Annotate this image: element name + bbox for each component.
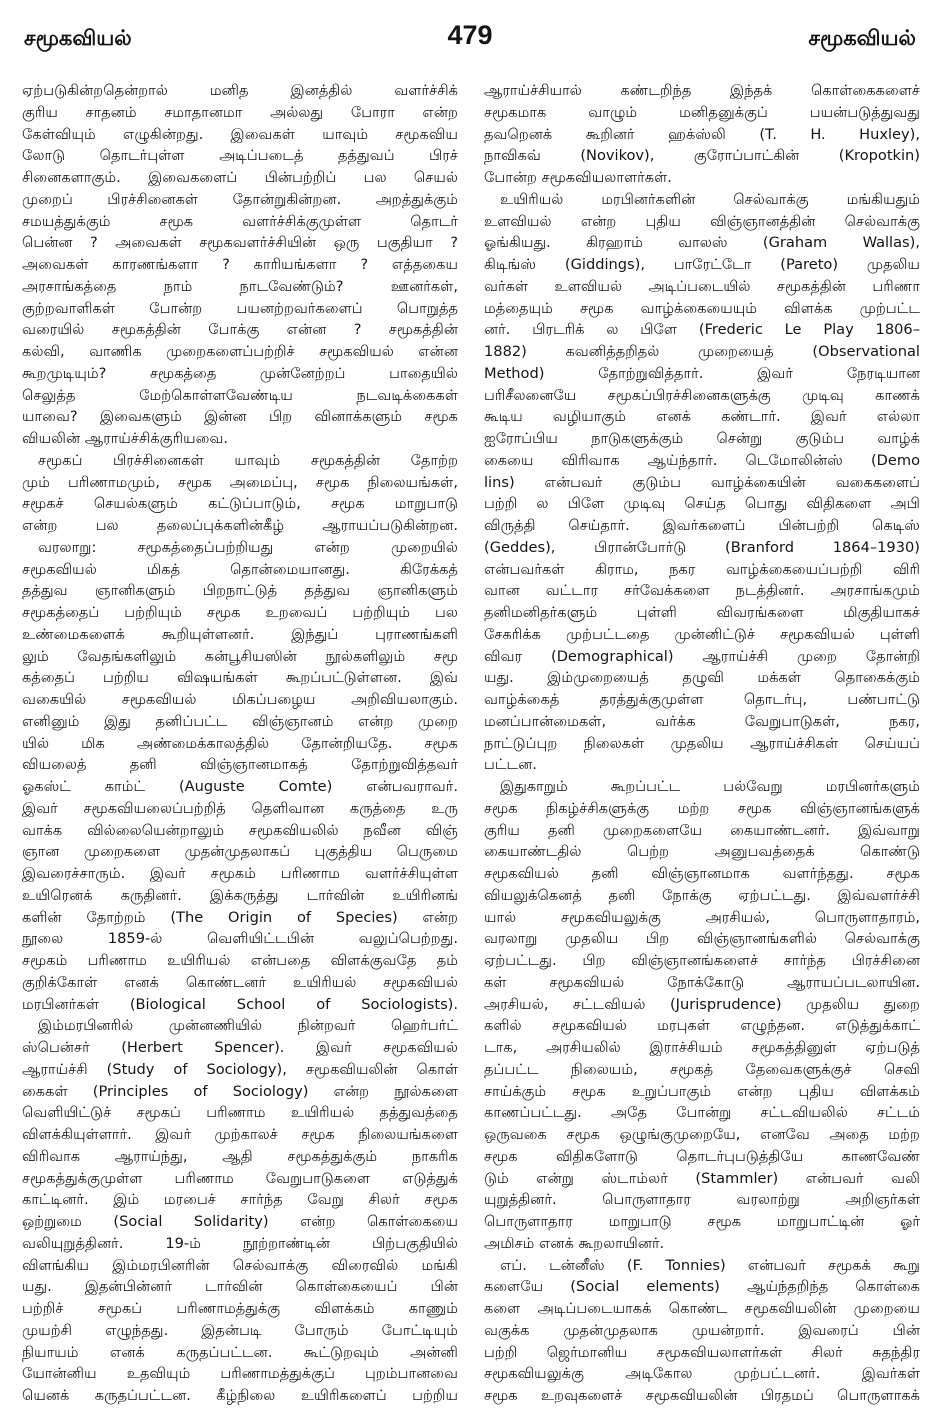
text-line: பற்றிச் சமூகப் பரிணாமத்துக்கு விளக்கம் காணும் — [22, 1300, 458, 1317]
text-line: டாக, அரசியலில் இராச்சியம் சமூகத்தினுள் ஏற்படுத் — [484, 1039, 920, 1056]
text-line: பற்றி ஜெர்மானிய சமூகவியலாளர்கள் சிலர் சுதந்திர — [484, 1343, 920, 1361]
text-line: காட்டினர். இம் மரபைச் சார்ந்த வேறு சிலர் சமூக — [22, 1191, 458, 1209]
text-line: யோன்னிய உதவியும் பரிணாமத்துக்குப் புறம்பானவை — [22, 1365, 458, 1383]
text-line: சமூக உறவுகளைச் சமூகவியலின் பிரதமப் பொருளாகக் — [484, 1387, 920, 1404]
text-line: இவரைச்சாரும். இவர் சமூகம் பரிணாம வளர்ச்சியுள்ள — [22, 865, 458, 882]
text-line: கிடிங்ஸ் (Giddings), பாரேட்டோ (Pareto) முதலிய — [484, 256, 920, 273]
text-line: களில் சமூகவியல் மரபுகள் எழுந்தன. எடுத்துக்காட் — [484, 1017, 920, 1035]
running-header-left: சமூகவியல் — [24, 26, 132, 50]
text-line: வரலாறு முதலிய பிற விஞ்ஞானங்களில் செல்வாக்கு — [484, 930, 920, 948]
text-line: மும் பரிணாமமும், சமூக அமைப்பு, சமூக நிலையங்கள், — [22, 473, 458, 491]
text-line: யது. இம்முறையைத் தழுவி மக்கள் தொகைக்கும் — [484, 669, 920, 687]
text-line: உளவியல் என்ற புதிய விஞ்ஞானத்தின் செல்வாக்கு — [484, 212, 920, 230]
text-line: குற்றவாளிகள் போன்ற பயனற்றவர்களைப் பொறுத்த — [22, 299, 458, 317]
text-line: குறிக்கோள் எனக் கொண்டனர் உயிரியல் சமூகவியல் — [22, 973, 458, 991]
text-line: சமூகமாக வாழும் மனிதனுக்குப் பயன்படுத்துவது — [484, 103, 920, 121]
text-line: குரிய தனி முறைகளையே கையாண்டனர். இவ்வாறு — [484, 821, 920, 839]
text-line: நூலை 1859-ல் வெளியிட்டபின் வலுப்பெற்றது. — [22, 930, 458, 948]
text-line: வியலின் ஆராய்ச்சிக்குரியவை. — [22, 430, 229, 447]
text-line: கையாண்டதில் பெற்ற அனுபவத்தைக் கொண்டு — [484, 843, 920, 861]
text-line: கையை விரிவாக ஆய்ந்தார். டெமோலின்ஸ் (Demo — [484, 451, 920, 469]
text-line: என்ற பல தலைப்புக்களின்கீழ் ஆராயப்படுகின்றன. — [22, 517, 458, 534]
text-line: விவர (Demographical) ஆராய்ச்சி முறை தோன்றி — [484, 647, 920, 665]
text-line: வரையில் சமூகத்தின் போக்கு என்ன ? சமூகத்தின் — [22, 321, 458, 339]
text-line: போன்ற சமூகவியலாளர்கள். — [484, 169, 672, 186]
text-line: ஐரோப்பிய நாடுகளுக்கும் சென்று குடும்ப வாழ்க் — [484, 430, 920, 447]
text-line: யெனக் கருதப்பட்டன. கீழ்நிலை உயிரிகளைப் பற்றிய — [22, 1387, 458, 1404]
text-line: தவறெனக் கூறினர் ஹக்ஸ்லி (T. H. Huxley), — [484, 125, 920, 143]
text-line: செலுத்த மேற்கொள்ளவேண்டிய நடவடிக்கைகள் — [22, 386, 458, 404]
text-line: ஒற்றுமை (Social Solidarity) என்ற கொள்கையை — [22, 1213, 458, 1230]
text-line: யாவை? இவைகளும் இன்ன பிற வினாக்களும் சமூக — [22, 408, 458, 426]
text-line: சமூகவியல் தனி விஞ்ஞானமாக வளர்ந்தது. சமூக — [484, 865, 920, 882]
text-line: ஆராய்ச்சி (Study of Sociology), சமூகவியலின் கொள் — [22, 1060, 458, 1078]
text-line: லும் வேதங்களிலும் கன்பூசியஸின் நூல்களிலும் சமூ — [22, 647, 458, 665]
text-line: சாய்க்கும் சமூக உறுப்பாகும் என்ற புதிய விளக்கம் — [484, 1082, 920, 1100]
text-line: யுறுத்தினர். பொருளாதார வரலாற்று அறிஞர்கள் — [484, 1191, 920, 1209]
text-line: உயிரெனக் கருதினர். இக்கருத்து டார்வின் உயிரினங் — [22, 886, 458, 904]
text-line: ஸ்பென்சர் (Herbert Spencer). இவர் சமூகவியல் — [22, 1039, 458, 1056]
running-header-right: சமூகவியல் — [808, 26, 916, 50]
text-line: பற்றி ல பிளே முடிவு செய்த பொது விதிகளை அபி — [484, 495, 920, 513]
text-line: வாக்க வில்லையென்றாலும் சமூகவியலில் நவீன விஞ் — [22, 821, 458, 839]
text-line: தத்துவ ஞானிகளும் பிறநாட்டுத் தத்துவ ஞானிகளும் — [22, 582, 458, 600]
left-text-column — [22, 80, 458, 1407]
text-line: அரசாங்கத்தை நாம் நாடவேண்டும்? ஊனர்கள், — [22, 277, 458, 295]
text-line: உயிரியல் மரபினர்களின் செல்வாக்கு மங்கியதும் — [500, 190, 920, 208]
text-line: சமயத்துக்கும் சமூக வளர்ச்சிக்குமுள்ள தொடர் — [22, 212, 458, 230]
text-line: lins) என்பவர் குடும்ப வாழ்க்கையின் வகைகளைப் — [484, 473, 920, 491]
text-line: வகுக்க முதன்முதலாக முயன்றார். இவரைப் பின் — [484, 1321, 920, 1339]
text-line: முறைப் பிரச்சினைகள் தோன்றுகின்றன. அறத்துக்கும் — [22, 190, 458, 208]
text-line: கேள்வியும் எழுகின்றது. இவைகள் யாவும் சமூகவிய — [22, 125, 458, 143]
text-line: பட்டன. — [484, 756, 537, 774]
text-line: விளக்கியுள்ளார். இவர் முற்காலச் சமூக நிலையங்களை — [22, 1126, 458, 1143]
text-line: அவைகள் காரணங்களா ? காரியங்களா ? எத்தகைய — [22, 256, 458, 273]
text-line: நியாயம் எனக் கருதப்பட்டன. கூட்டுறவும் அன்னி — [22, 1343, 458, 1361]
text-line: வகையில் சமூகவியல் மிகப்பழைய அறிவியலாகும். — [22, 691, 458, 708]
text-line: கத்தைப் பற்றிய விஷயங்கள் கூறப்பட்டுள்ளன. இவ் — [22, 669, 458, 687]
page-number: 479 — [447, 20, 493, 50]
text-line: மத்தையும் சமூக வாழ்க்கையையும் விளக்க முற்பட்ட — [484, 299, 920, 317]
text-line: வர்கள் உளவியல் அடிப்படையில் சமூகத்தின் பரிணா — [484, 277, 920, 295]
text-line: அரசியல், சட்டவியல் (Jurisprudence) முதலிய துறை — [484, 995, 920, 1013]
text-line: நாட்டுப்புற நிலைகள் முதலிய ஆராய்ச்சிகள் செய்யப் — [484, 734, 920, 752]
text-line: சமூக விதிகளோடு தொடர்புபடுத்தியே காணவேண் — [484, 1147, 920, 1165]
text-line: விருத்தி செய்தார். இவர்களைப் பின்பற்றி கெடிஸ் — [484, 517, 920, 534]
text-line: வியலுக்கெனத் தனி நோக்கு ஏற்பட்டது. இவ்வளர்ச்சி — [484, 886, 920, 904]
text-line: காணப்பட்டது. அதே போன்று சட்டவியலில் சட்டம் — [484, 1104, 920, 1122]
text-line: பரிசீலனையே சமூகப்பிரச்சினைகளுக்கு முடிவு காணக் — [484, 386, 920, 404]
text-line: சமூகவியல் மிகத் தொன்மையானது. கிரேக்கத் — [22, 560, 458, 578]
text-line: மரபினர்கள் (Biological School of Sociologists). — [22, 995, 458, 1013]
text-line: சினைகளாகும். இவைகளைப் பின்பற்றிப் பல செயல் — [22, 169, 458, 186]
text-line: சமூக நிகழ்ச்சிகளுக்கு மற்ற சமூக விஞ்ஞானங்களுக் — [484, 799, 920, 817]
text-line: தப்பட்ட நிலையம், சமூகத் தேவைகளுக்குச் செவி — [484, 1060, 920, 1078]
text-line: ஞான முறைகளை முதன்முதலாகப் புகுத்திய பெருமை — [22, 843, 458, 861]
text-line: பொருளாதார மாறுபாடு சமூக மாறுபாட்டின் ஓர் — [484, 1213, 920, 1230]
text-line: னர். பிரடரிக் ல பிளே (Frederic Le Play 1806– — [484, 321, 920, 339]
text-line: வாழ்க்கைத் தரத்துக்குமுள்ள தொடர்பு, பண்பாட்டு — [484, 691, 920, 708]
text-line: கூறமுடியும்? சமூகத்தை முன்னேற்றப் பாதையில் — [22, 364, 458, 382]
text-line: சேகரிக்க முற்பட்டதை முன்னிட்டுச் சமூகவியல் புள்ளி — [484, 625, 920, 643]
text-line: கள் சமூகவியல் நோக்கோடு ஆராயப்படலாயின. — [484, 973, 920, 991]
text-line: இதுகாறும் கூறப்பட்ட பல்வேறு மரபினர்களும் — [500, 778, 920, 795]
text-line: நாவிகவ் (Novikov), குரோப்பாட்கின் (Kropotkin) — [484, 147, 920, 165]
text-line: உண்மைகளைக் கூறியுள்ளனர். இந்துப் புராணங்களி — [22, 625, 458, 643]
text-line: சமூகப் பிரச்சினைகள் யாவும் சமூகத்தின் தோற்ற — [38, 451, 458, 469]
text-line: இவர் சமூகவியலைப்பற்றித் தெளிவான கருத்தை உரு — [22, 799, 458, 817]
text-line: கைகள் (Principles of Sociology) என்ற நூல்களை — [22, 1082, 458, 1100]
text-line: விரிவாக ஆராய்ந்து, ஆதி சமூகத்துக்கும் நாகரிக — [22, 1147, 458, 1165]
text-line: வரலாறு: சமூகத்தைப்பற்றியது என்ற முறையில் — [38, 538, 458, 556]
text-line: விளங்கிய இம்மரபினரின் செல்வாக்கு விரைவில் மங்கி — [22, 1256, 458, 1274]
text-line: மனப்பான்மைகள், வர்க்க வேறுபாடுகள், நகர, — [484, 712, 920, 730]
text-line: களின் தோற்றம் (The Origin of Species) என்ற — [22, 908, 458, 926]
text-line: வெளியிட்டுச் சமூகப் பரிணாம உயிரியல் தத்துவத்தை — [22, 1104, 458, 1122]
text-line: (Geddes), பிரான்போர்டு (Branford 1864–1930) — [484, 538, 920, 556]
text-line: யது. இதன்பின்னர் டார்வின் கொள்கையைப் பின் — [22, 1278, 458, 1296]
text-line: ஏற்பட்டது. பிற விஞ்ஞானங்களைச் சார்ந்த பிரச்சினை — [484, 952, 920, 969]
text-line: ஓகஸ்ட் காம்ட் (Auguste Comte) என்பவராவர். — [22, 778, 458, 795]
text-line: டும் என்று ஸ்டாம்லர் (Stammler) என்பவர் வலி — [484, 1169, 920, 1187]
text-line: சமூகச் செயல்களும் கட்டுப்பாடும், சமூக மாறுபாடு — [22, 495, 458, 513]
text-line: வியலைத் தனி விஞ்ஞானமாகத் தோற்றுவித்தவர் — [22, 756, 458, 774]
text-line: களை அடிப்படையாகக் கொண்ட சமூகவியலின் முறையை — [484, 1300, 920, 1317]
text-line: முயற்சி எழுந்தது. இதன்படி போரும் போட்டியும் — [22, 1321, 458, 1339]
text-line: தனிமனிதர்களும் புள்ளி விவரங்களை மிகுதியாகச் — [484, 604, 920, 621]
text-line: அமிசம் எனக் கூறலாயினர். — [484, 1234, 665, 1252]
text-line: பென்ன ? அவைகள் சமூகவளர்ச்சியின் ஒரு பகுதியா ? — [22, 234, 458, 252]
text-line: சமூகத்துக்குமுள்ள பரிணாம வேறுபாடுகளை எடுத்துக் — [22, 1169, 458, 1187]
text-line: என்பவர்கள் கிராம, நகர வாழ்க்கையைப்பற்றி விரி — [484, 560, 920, 578]
text-line: சமூகம் பரிணாம உயிரியல் என்பதை விளக்குவதே தம் — [22, 952, 458, 969]
text-line: ஓங்கியது. கிரஹாம் வாலஸ் (Graham Wallas), — [484, 234, 920, 252]
text-line: எப். டன்னீஸ் (F. Tonnies) என்பவர் சமூகக் கூறு — [500, 1256, 920, 1274]
text-line: வலியுறுத்தினர். 19-ம் நூற்றாண்டின் பிற்பகுதியில் — [22, 1234, 458, 1252]
text-line: கூடிய வழியாகும் எனக் கண்டார். இவர் எல்லா — [484, 408, 920, 426]
text-line: ஆராய்ச்சியால் கண்டறிந்த இந்தக் கொள்கைகளைச் — [484, 82, 920, 99]
text-line: Method) தோற்றுவித்தார். இவர் நேரடியான — [484, 364, 920, 382]
text-line: களையே (Social elements) ஆய்ந்தறிந்த கொள்கை — [484, 1278, 920, 1296]
text-line: ஏற்படுகின்றதென்றால் மனித இனத்தில் வளர்ச்சிக் — [22, 82, 458, 99]
text-line: சமூகத்தைப் பற்றியும் சமூக உறவைப் பற்றியும் பல — [22, 604, 458, 621]
text-line: ஒருவகை சமூக ஒழுங்குமுறையே, எனவே அதை மற்ற — [484, 1126, 920, 1143]
text-line: வான வட்டார சர்வேக்களை நடத்தினர். அரசாங்கமும் — [484, 582, 920, 600]
text-line: யால் சமூகவியலுக்கு அரசியல், பொருளாதாரம், — [484, 908, 920, 926]
text-line: சமூகவியலுக்கு அடிகோல முற்பட்டனர். இவர்கள் — [484, 1365, 920, 1383]
right-text-column — [484, 80, 920, 1407]
text-line: 1882) கவனித்தறிதல் முறையைத் (Observational — [484, 343, 920, 360]
text-line: இம்மரபினரில் முன்னணியில் நின்றவர் ஹெர்பர்ட் — [38, 1017, 458, 1035]
text-line: எனினும் இது தனிப்பட்ட விஞ்ஞானம் என்ற முறை — [22, 712, 458, 730]
text-line: குரிய சாதனம் சமாதானமா அல்லது போரா என்ற — [22, 103, 458, 121]
text-line: யில் மிக அண்மைக்காலத்தில் தோன்றியதே. சமூக — [22, 734, 458, 752]
text-line: கல்வி, வாணிக முறைகளைப்பற்றிச் சமூகவியல் என்ன — [22, 343, 458, 360]
text-line: லோடு தொடர்புள்ள அடிப்படைத் தத்துவப் பிரச் — [22, 147, 458, 165]
